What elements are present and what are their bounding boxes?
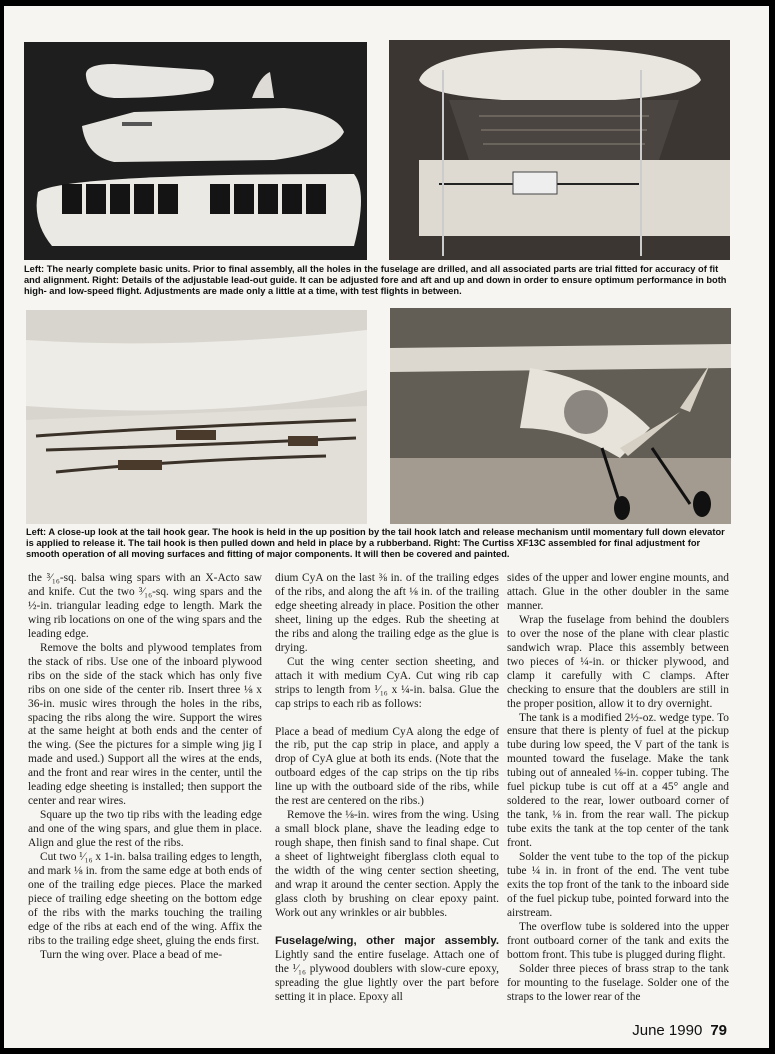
paragraph: Remove the ⅛-in. wires from the wing. Using a small block plane, shave the leading edge to rough shape, then finish sand to final shape. Cut a sheet of lightweight fiberglass cloth equal to the width of the wing center section sheeting, and wrap it around the center section. Apply the glass cloth by brushing on clear epoxy paint. Work out any wrinkles or air bubbles.	[275, 809, 499, 919]
section-heading: Fuselage/wing, other major assembly.	[275, 934, 499, 947]
paragraph: Solder the vent tube to the top of the pickup tube ¼ in. in front of the end. The vent tube exits the top front of the tank to the inboard side of the fuel pickup tube, pointed forward into the airstream.	[507, 851, 729, 919]
article-column-3	[507, 572, 729, 1005]
paragraph: Square up the two tip ribs with the leading edge and one of the wing spars, and glue them in place. Align and glue the rest of the ribs.	[28, 809, 262, 850]
paragraph: sides of the upper and lower engine mounts, and attach. Glue in the other doubler in the same manner.	[507, 572, 729, 612]
magazine-page	[4, 6, 769, 1048]
paragraph: Remove the bolts and plywood templates from the stack of ribs. Use one of the inboard plywood ribs on the side of the stack which has only five ribs on one side of the center rib. Insert three ⅛ x 36-in. music wires through the holes in the ribs, spacing the ribs along the wire. Support the wires at the same height at both ends and the center of the wing. (See the pictures for a simple wing jig I made and used.) Support all the wires at the ends, and the front and rear wires in the center, until the leading edge sheeting is installed; then support the center and rear wires.	[28, 641, 262, 808]
paragraph: Turn the wing over. Place a bead of me-	[40, 948, 223, 961]
section-heading-paragraph	[275, 935, 499, 1005]
photo-xf13c-assembled	[390, 308, 731, 524]
paragraph: Wrap the fuselage from behind the doublers to over the nose of the plane with clear plastic sandwich wrap. Place this assembly between two pieces of ¼-in. or thicker plywood, and clamp it carefully with C clamps. After checking to ensure that the doublers are still in the proper position, allow it to dry overnight.	[507, 613, 729, 710]
photo-tail-hook	[26, 310, 367, 524]
caption-top: Left: The nearly complete basic units. Prior to final assembly, all the holes in the fuselage are drilled, and all associated parts are trial fitted for accuracy of fit and alignment. Right: Details of the adjustable lead-out guide. It can be adjusted fore and aft and up and down in order to ensure optimum performance in both high- and low-speed flight. Adjustments are made only a little at a time, with test flights in between.	[24, 264, 727, 297]
paragraph: The tank is a modified 2½-oz. wedge type. To ensure that there is plenty of fuel at the pickup tube during low speed, the V part of the tank is mounted toward the fuselage. Make the tank tubing out of annealed ⅛-in. copper tubing. The fuel pickup tube is cut off at a 45° angle and soldered to the rear, lower outboard corner of the tank, ⅛ in. from the rear wall. The pickup tube exits the tank at the top center of the tank front.	[507, 711, 729, 850]
paragraph: the ³⁄₁₆-sq. balsa wing spars with an X-Acto saw and knife. Cut the two ³⁄₁₆-sq. wing spars and the ½-in. triangular leading edge to length. Mark the wing rib locations on one of the wing spars and the leading edge.	[28, 572, 262, 640]
caption-bottom: Left: A close-up look at the tail hook gear. The hook is held in the up position by the tail hook latch and release mechanism until momentary full down elevator is applied to release it. The tail hook is then pulled down and held in place by a rubberband. Right: The Curtiss XF13C assembled for final adjustment for smooth operation of all moving surfaces and fitting of major components. It will then be covered and painted.	[26, 527, 725, 560]
article-column-1	[28, 572, 262, 963]
paragraph: Lightly sand the entire fuselage. Attach one of the ¹⁄₁₆ plywood doublers with slow-cure epoxy, spreading the glue lightly over the part before setting it in place. Epoxy all	[275, 948, 499, 1003]
issue-date: June 1990	[632, 1022, 703, 1039]
paragraph: Cut the wing center section sheeting, and attach it with medium CyA. Cut wing rib cap strips to length from ¹⁄₁₆ x ¼-in. balsa. Glue the cap strips to each rib as follows:	[275, 655, 499, 710]
paragraph: Solder three pieces of brass strap to the tank for mounting to the fuselage. Solder one of the straps to the lower rear of the	[507, 962, 729, 1003]
page-folio	[632, 1022, 727, 1039]
paragraph: Cut two ¹⁄₁₆ x 1-in. balsa trailing edges to length, and mark ⅛ in. from the same edge at both ends of one of the trailing edge pieces. Place the marked piece of trailing edge sheeting on the bottom edge of the ribs with the marks touching the trailing edge of the ribs at each end of the wing. Affix the ribs to the trailing edge sheet, gluing the ends first.	[28, 851, 262, 947]
page-number: 79	[710, 1022, 727, 1039]
photo-basic-units	[24, 42, 367, 260]
paragraph: The overflow tube is soldered into the upper front outboard corner of the tank and exits the bottom front. This tube is plugged during flight.	[507, 920, 729, 961]
article-column-2	[275, 572, 499, 1005]
photo-lead-out-guide	[389, 40, 730, 260]
paragraph: Place a bead of medium CyA along the edge of the rib, put the cap strip in place, and apply a drop of CyA glue at both its ends. (Note that the outboard edges of the cap strips on the tip ribs line up with the outboard side of the ribs, while the rest are centered on the ribs.)	[275, 725, 499, 808]
paragraph: dium CyA on the last ⅜ in. of the trailing edges of the ribs, and along the aft ⅛ in. of the trailing edge sheeting already in place. Position the other sheet, lining up the edges. Rub the sheeting at the ribs and along the trailing edge as the glue is drying.	[275, 572, 499, 654]
